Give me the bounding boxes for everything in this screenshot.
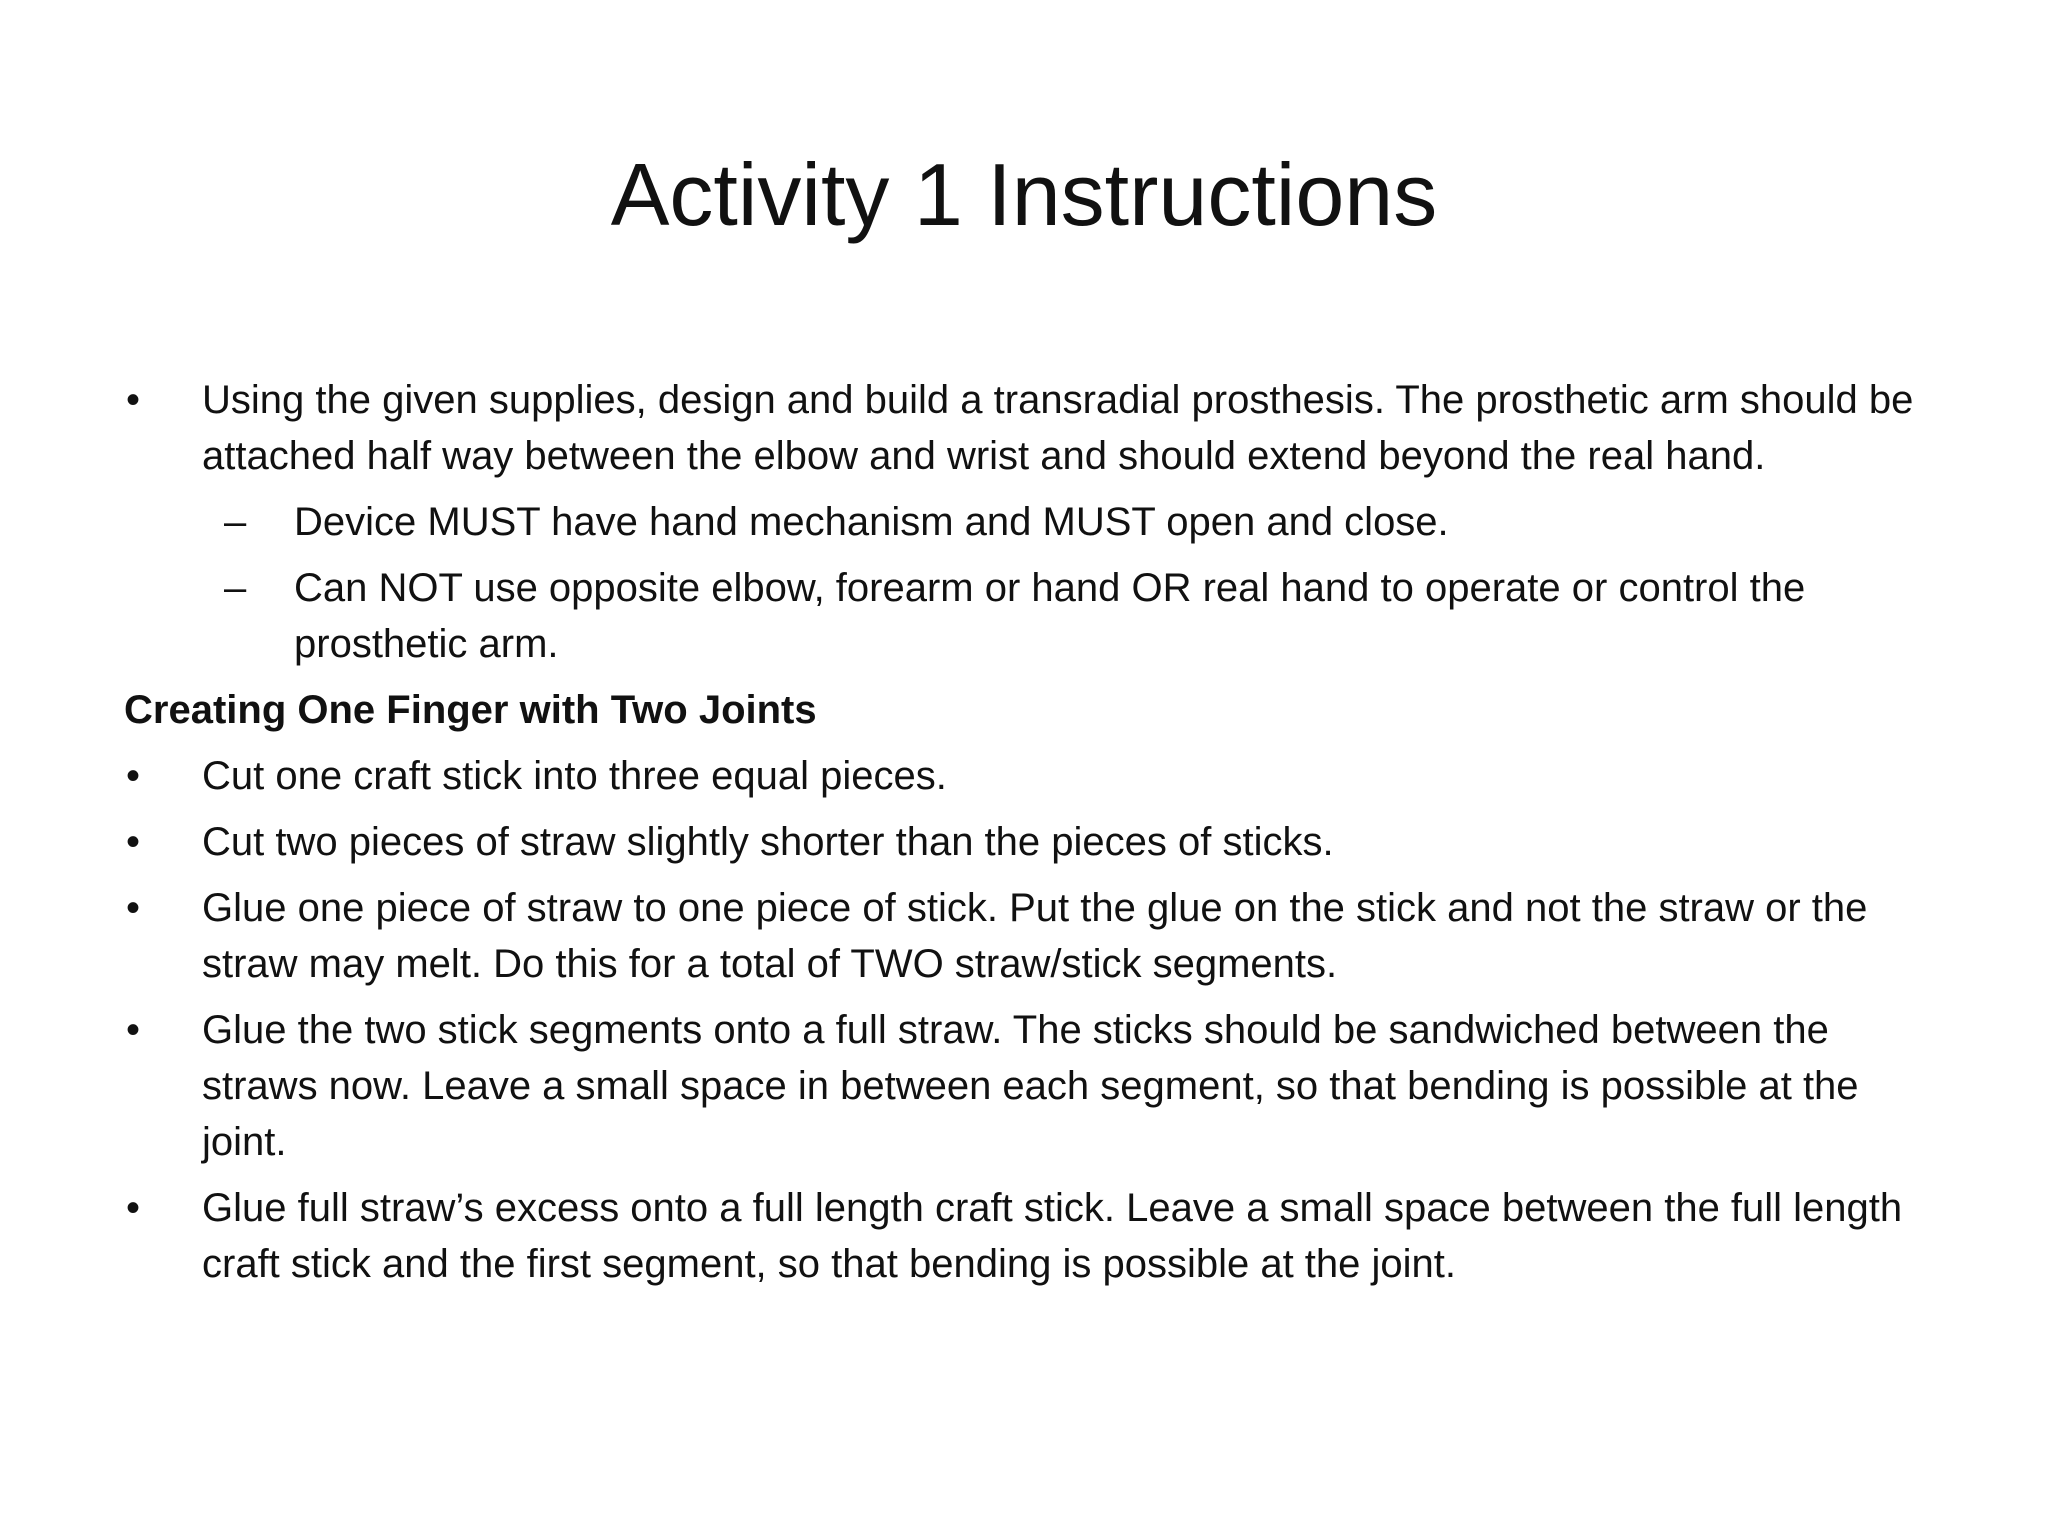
step-text: Cut two pieces of straw slightly shorter than the pieces of sticks. xyxy=(202,820,1334,864)
dash-icon: – xyxy=(224,566,247,610)
step-item xyxy=(124,1180,1954,1292)
step-item xyxy=(124,814,1954,870)
step-item xyxy=(124,880,1954,992)
step-item xyxy=(124,1002,1954,1170)
dash-icon: – xyxy=(224,500,247,544)
bullet-icon: • xyxy=(126,378,141,422)
sub-bullet-text: Device MUST have hand mechanism and MUST open and close. xyxy=(294,500,1449,544)
bullet-icon: • xyxy=(126,1186,141,1230)
bullet-icon: • xyxy=(126,886,141,930)
step-text: Cut one craft stick into three equal pieces. xyxy=(202,754,947,798)
step-item xyxy=(124,748,1954,804)
step-text: Glue full straw’s excess onto a full length craft stick. Leave a small space between the full length craft stick and the first segment, so that bending is possible at the joint. xyxy=(202,1186,1903,1286)
sub-bullet-text: Can NOT use opposite elbow, forearm or hand OR real hand to operate or control the prosthetic arm. xyxy=(294,566,1806,666)
bullet-icon: • xyxy=(126,820,141,864)
bullet-icon: • xyxy=(126,754,141,798)
sub-bullet-item xyxy=(124,494,1954,550)
slide-title: Activity 1 Instructions xyxy=(610,145,1438,244)
slide-body xyxy=(124,372,1954,1302)
section-heading: Creating One Finger with Two Joints xyxy=(124,688,817,732)
sub-bullet-item xyxy=(124,560,1954,672)
bullet-icon: • xyxy=(126,1008,141,1052)
bullet-item-intro xyxy=(124,372,1954,484)
step-text: Glue the two stick segments onto a full straw. The sticks should be sandwiched between the straws now. Leave a small space in between each segment, so that bending is possible at the joint. xyxy=(202,1008,1859,1164)
step-text: Glue one piece of straw to one piece of stick. Put the glue on the stick and not the straw or the straw may melt. Do this for a total of TWO straw/stick segments. xyxy=(202,886,1868,986)
bullet-text: Using the given supplies, design and build a transradial prosthesis. The prosthetic arm should be attached half way between the elbow and wrist and should extend beyond the real hand. xyxy=(202,378,1914,478)
